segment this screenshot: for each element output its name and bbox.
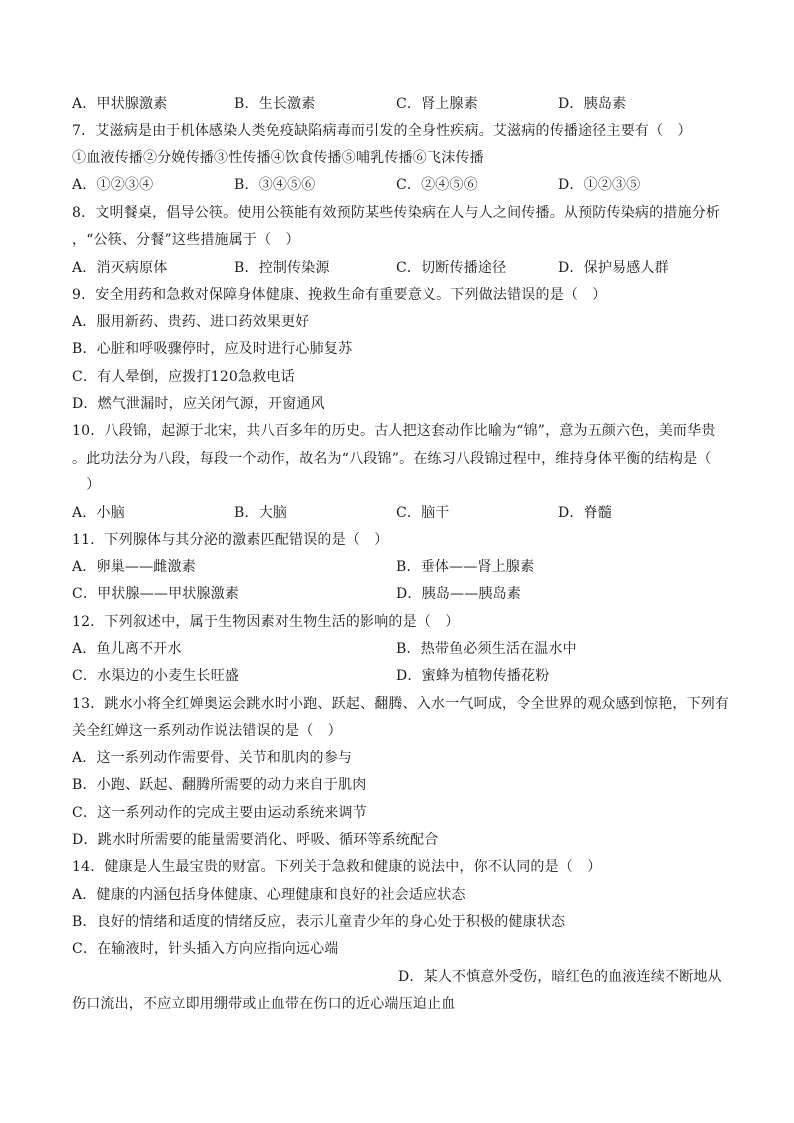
q8-option-d: D．保护易感人群: [558, 260, 669, 276]
q9-option-d: D．燃气泄漏时，应关闭气源，开窗通风: [72, 396, 325, 412]
q11-option-d: D．胰岛——胰岛素: [396, 586, 522, 602]
q9-option-a: A．服用新药、贵药、进口药效果更好: [72, 314, 310, 330]
q10-option-c: C．脑干: [396, 505, 450, 521]
q10-options: [72, 500, 722, 527]
q7-stem: 7．艾滋病是由于机体感染人类免疫缺陷病毒而引发的全身性疾病。艾滋病的传播途径主要有（ ）: [72, 123, 692, 139]
q11-option-c: C．甲状腺——甲状腺激素: [72, 586, 240, 602]
q9-option-b: B．心脏和呼吸骤停时，应及时进行心肺复苏: [72, 341, 353, 357]
q13-stem-line1: 13．跳水小将全红婵奥运会跳水时小跑、跃起、翻腾、入水一气呵成，令全世界的观众感到惊艳，下列有: [72, 696, 730, 712]
q13-option-a: A．这一系列动作需要骨、关节和肌肉的参与: [72, 750, 353, 766]
q14-option-c: C．在输液时，针头插入方向应指向远心端: [72, 941, 339, 957]
q11-options-row1: [72, 554, 722, 581]
q8-options: [72, 255, 722, 282]
q11-options-row2: [72, 581, 722, 608]
q12-option-c: C．水渠边的小麦生长旺盛: [72, 668, 240, 684]
q11-option-b: B．垂体——肾上腺素: [396, 559, 535, 575]
q9-option-c: C．有人晕倒，应拨打120急救电话: [72, 369, 295, 385]
q7-option-c: C．②④⑤⑥: [396, 177, 478, 193]
q8-option-b: B．控制传染源: [234, 260, 330, 276]
q6-option-b: B．生长激素: [234, 96, 316, 112]
q13-option-c: C．这一系列动作的完成主要由运动系统来调节: [72, 805, 367, 821]
q6-options: [72, 91, 722, 118]
q7-option-a: A．①②③④: [72, 177, 154, 193]
q10-stem-line3: ）: [72, 477, 101, 493]
q12-stem: 12．下列叙述中，属于生物因素对生物生活的影响的是（ ）: [72, 614, 460, 630]
q13-option-d: D．跳水时所需要的能量需要消化、呼吸、循环等系统配合: [72, 832, 439, 848]
q10-option-b: B．大脑: [234, 505, 288, 521]
q7-options: [72, 172, 722, 199]
q8-option-a: A．消灭病原体: [72, 260, 168, 276]
q11-stem: 11．下列腺体与其分泌的激素匹配错误的是（ ）: [72, 532, 389, 548]
q13-option-b: B．小跑、跃起、翻腾所需要的动力来自于肌肉: [72, 777, 367, 793]
q10-stem-line1: 10．八段锦，起源于北宋，共八百多年的历史。古人把这套动作比喻为“锦”，意为五颜六色，美而华贵: [72, 423, 716, 439]
q12-options-row2: [72, 663, 722, 690]
q12-option-b: B．热带鱼必须生活在温水中: [396, 641, 577, 657]
q6-option-a: A．甲状腺激素: [72, 96, 168, 112]
q12-option-a: A．鱼儿离不开水: [72, 641, 182, 657]
q6-option-c: C．肾上腺素: [396, 96, 478, 112]
q14-option-d-line1: D．某人不慎意外受伤，暗红色的血液连续不断地从: [398, 969, 722, 985]
q7-items: ①血液传播②分娩传播③性传播④饮食传播⑤哺乳传播⑥飞沫传播: [72, 150, 484, 166]
q7-option-d: D．①②③⑤: [558, 177, 641, 193]
q12-option-d: D．蜜蜂为植物传播花粉: [396, 668, 550, 684]
q7-option-b: B．③④⑤⑥: [234, 177, 316, 193]
q8-stem-line1: 8．文明餐桌，倡导公筷。使用公筷能有效预防某些传染病在人与人之间传播。从预防传染病的措施分析: [72, 205, 721, 221]
q14-option-d-line2: 伤口流出，不应立即用绷带或止血带在伤口的近心端压迫止血: [72, 996, 456, 1012]
q14-stem: 14．健康是人生最宝贵的财富。下列关于急救和健康的说法中，你不认同的是（ ）: [72, 859, 602, 875]
q12-options-row1: [72, 636, 722, 663]
q13-stem-line2: 关全红婵这一系列动作说法错误的是（ ）: [72, 723, 342, 739]
q10-stem-line2: 。此功法分为八段，每段一个动作，故名为“八段锦”。在练习八段锦过程中，维持身体平衡的结构是（: [72, 451, 712, 467]
q14-option-b: B．良好的情绪和适度的情绪反应，表示儿童青少年的身心处于积极的健康状态: [72, 914, 566, 930]
q10-option-d: D．脊髓: [558, 505, 613, 521]
q8-stem-line2: ，“公筷、分餐”这些措施属于（ ）: [72, 232, 300, 248]
q10-option-a: A．小脑: [72, 505, 125, 521]
q14-option-a: A．健康的内涵包括身体健康、心理健康和良好的社会适应状态: [72, 887, 466, 903]
q8-option-c: C．切断传播途径: [396, 260, 507, 276]
q11-option-a: A．卵巢——雌激素: [72, 559, 196, 575]
q9-stem: 9．安全用药和急救对保障身体健康、挽救生命有重要意义。下列做法错误的是（ ）: [72, 287, 607, 303]
q6-option-d: D．胰岛素: [558, 96, 627, 112]
